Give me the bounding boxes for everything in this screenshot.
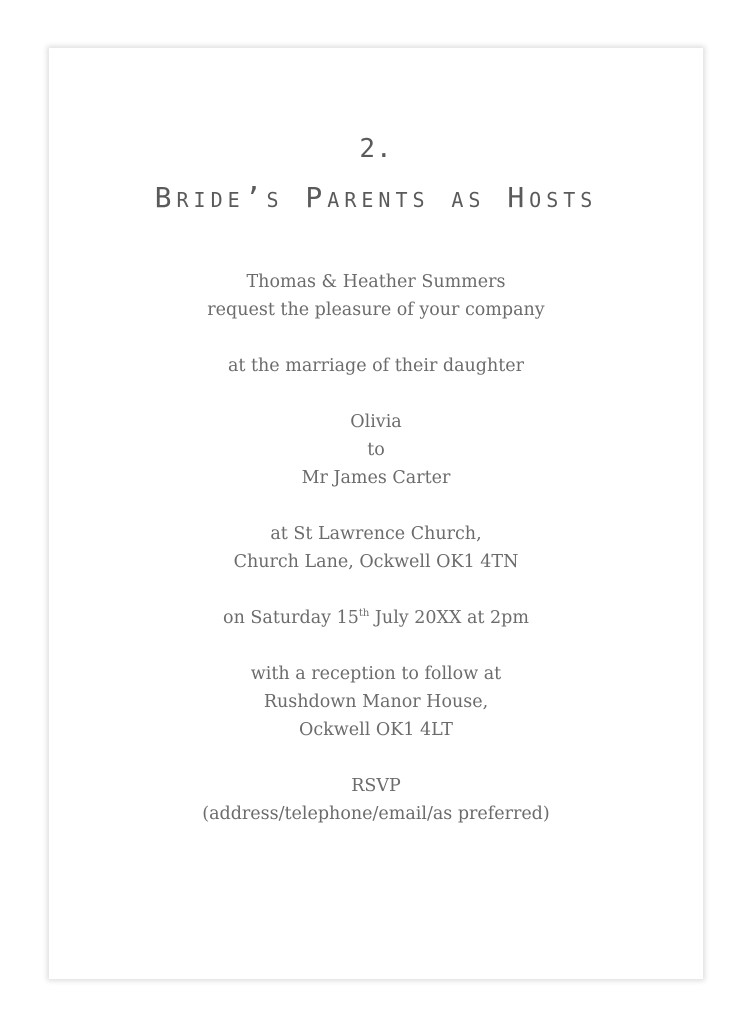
spacer: [49, 744, 703, 772]
date-rest: July 20XX at 2pm: [369, 608, 529, 628]
date-ordinal: th: [358, 608, 370, 620]
invitation-heading: Bride’s Parents as Hosts: [154, 181, 598, 214]
to-line: to: [367, 440, 385, 460]
spacer: [49, 324, 703, 352]
spacer: [49, 492, 703, 520]
venue-line-1: at St Lawrence Church,: [270, 524, 482, 544]
spacer: [49, 380, 703, 408]
spacer: [49, 632, 703, 660]
bride-name: Olivia: [350, 412, 402, 432]
invitation-body: [49, 268, 703, 828]
marriage-line: at the marriage of their daughter: [227, 356, 525, 376]
reception-line-3: Ockwell OK1 4LT: [299, 720, 453, 740]
request-line: request the pleasure of your company: [207, 300, 545, 320]
date-prefix: on Saturday 15: [223, 608, 359, 628]
date-line: [49, 604, 703, 632]
venue-line-2: Church Lane, Ockwell OK1 4TN: [233, 552, 519, 572]
reception-line-1: with a reception to follow at: [250, 664, 502, 684]
spacer: [49, 576, 703, 604]
example-number: 2.: [359, 134, 393, 164]
rsvp-details: (address/telephone/email/as preferred): [202, 804, 550, 824]
invitation-card: [49, 48, 703, 979]
hosts-line: Thomas & Heather Summers: [246, 272, 506, 292]
groom-name: Mr James Carter: [301, 468, 451, 488]
reception-line-2: Rushdown Manor House,: [263, 692, 489, 712]
rsvp-label: RSVP: [351, 776, 401, 796]
